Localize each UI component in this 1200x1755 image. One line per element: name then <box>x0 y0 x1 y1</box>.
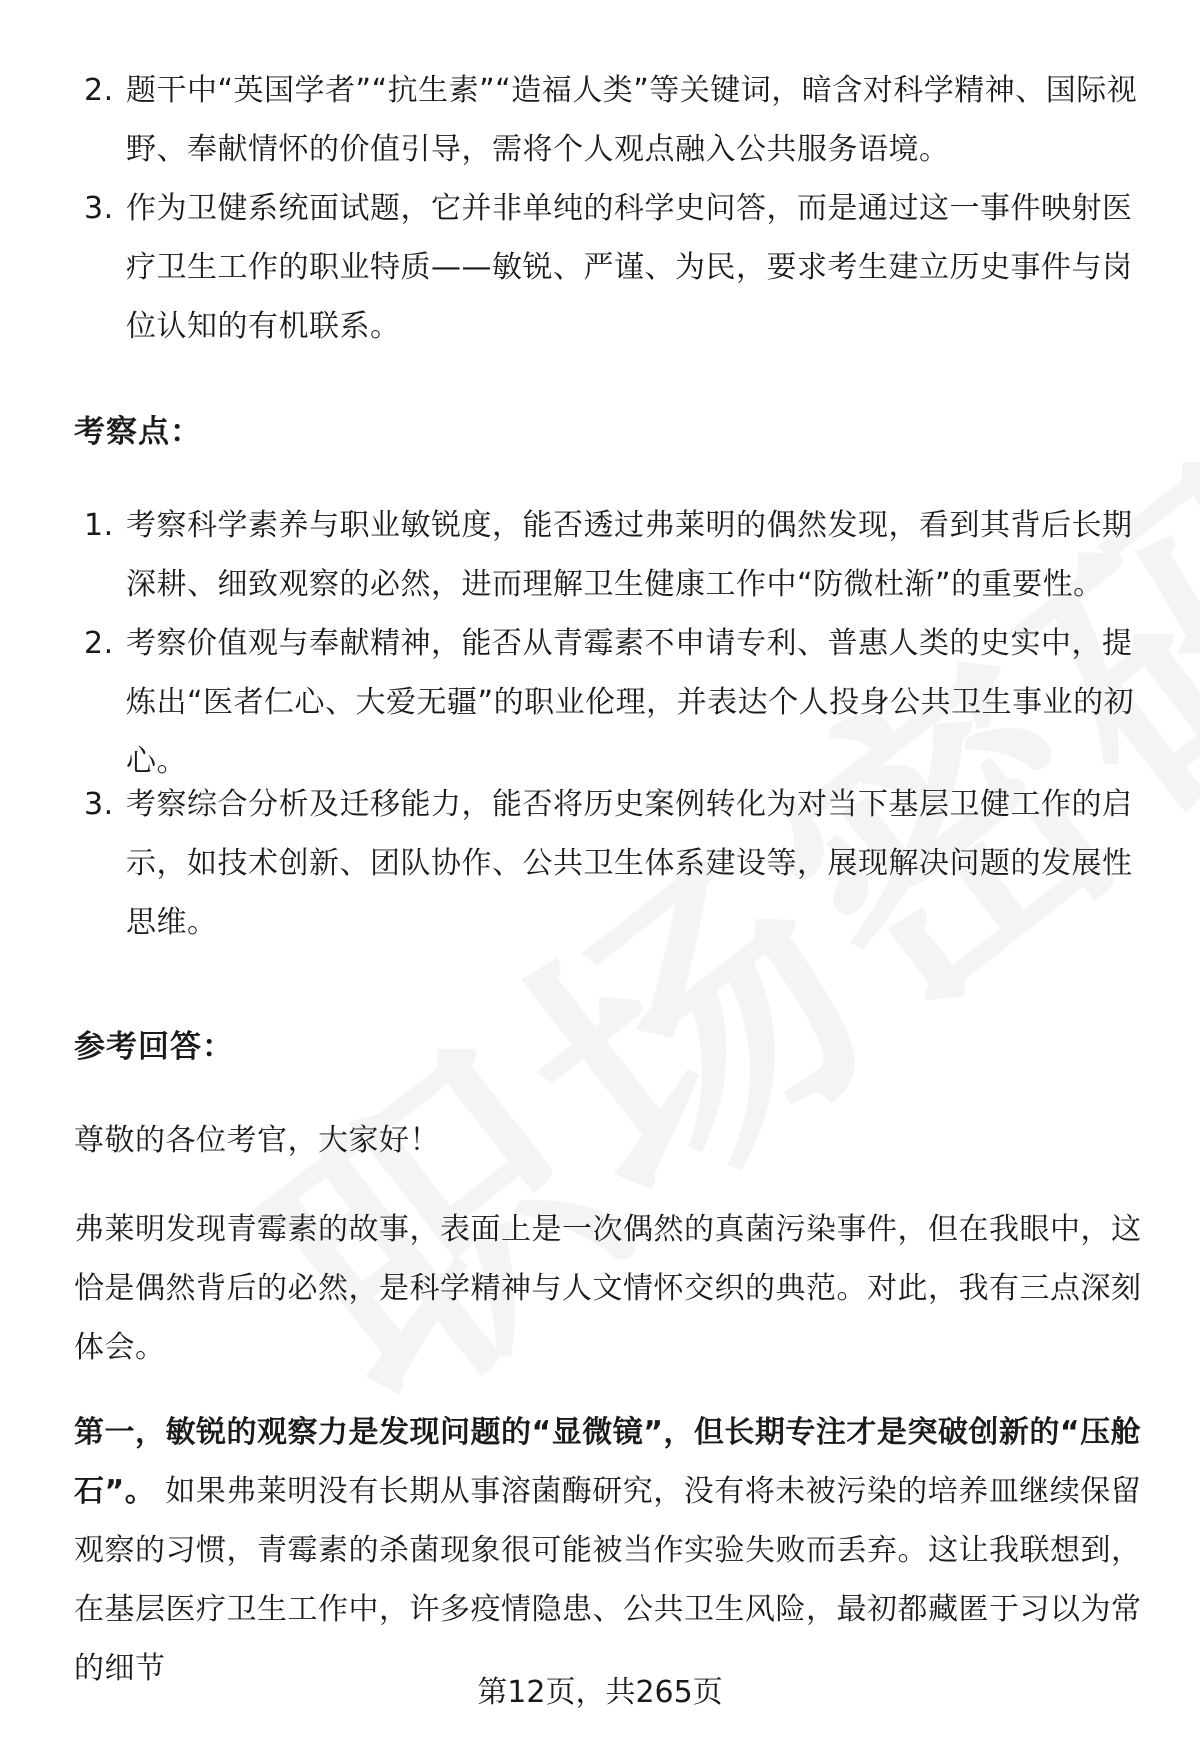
list-item <box>0 179 1200 356</box>
list-text: 题干中“英国学者”“抗生素”“造福人类”等关键词，暗含对科学精神、国际视野、奉献情怀的价值引导，需将个人观点融入公共服务语境。 <box>126 73 1138 167</box>
page-number-footer: 第12页，共265页 <box>477 1675 723 1710</box>
list-number: 1. <box>84 508 114 543</box>
list-item <box>0 496 1200 614</box>
list-text: 考察价值观与奉献精神，能否从青霉素不申请专利、普惠人类的史实中，提炼出“医者仁心、大爱无疆”的职业伦理，并表达个人投身公共卫生事业的初心。 <box>126 626 1135 779</box>
list-number: 3. <box>84 787 114 822</box>
list-question-analysis <box>0 61 1200 356</box>
section-heading-examination-points: 考察点： <box>74 414 202 450</box>
list-item <box>0 775 1200 952</box>
list-number: 2. <box>84 73 114 108</box>
list-number: 2. <box>84 626 114 661</box>
paragraph-point-one <box>74 1403 1160 1698</box>
list-text: 作为卫健系统面试题，它并非单纯的科学史问答，而是通过这一事件映射医疗卫生工作的职业特质——敏锐、严谨、为民，要求考生建立历史事件与岗位认知的有机联系。 <box>126 191 1133 344</box>
point-one-body: 如果弗莱明没有长期从事溶菌酶研究，没有将未被污染的培养皿继续保留观察的习惯，青霉素的杀菌现象很可能被当作实验失败而丢弃。这让我联想到，在基层医疗卫生工作中，许多疫情隐患、公共卫生风险，最初都藏匿于习以为常的细节 <box>74 1474 1142 1686</box>
list-item <box>0 61 1200 179</box>
paragraph-greeting: 尊敬的各位考官，大家好！ <box>74 1123 440 1158</box>
list-item <box>0 614 1200 779</box>
section-heading-reference-answer: 参考回答： <box>74 1029 234 1065</box>
list-text: 考察综合分析及迁移能力，能否将历史案例转化为对当下基层卫健工作的启示，如技术创新、团队协作、公共卫生体系建设等，展现解决问题的发展性思维。 <box>126 787 1133 940</box>
list-examination-points <box>0 496 1200 952</box>
list-text: 考察科学素养与职业敏锐度，能否透过弗莱明的偶然发现，看到其背后长期深耕、细致观察的必然，进而理解卫生健康工作中“防微杜渐”的重要性。 <box>126 508 1133 602</box>
point-one-lead: 第一，敏锐的观察力是发现问题的“显微镜”，但长期专注才是突破创新的“压舱石”。 <box>74 1415 1142 1509</box>
paragraph-intro: 弗莱明发现青霉素的故事，表面上是一次偶然的真菌污染事件，但在我眼中，这恰是偶然背后的必然，是科学精神与人文情怀交织的典范。对此，我有三点深刻体会。 <box>74 1212 1142 1365</box>
list-number: 3. <box>84 191 114 226</box>
